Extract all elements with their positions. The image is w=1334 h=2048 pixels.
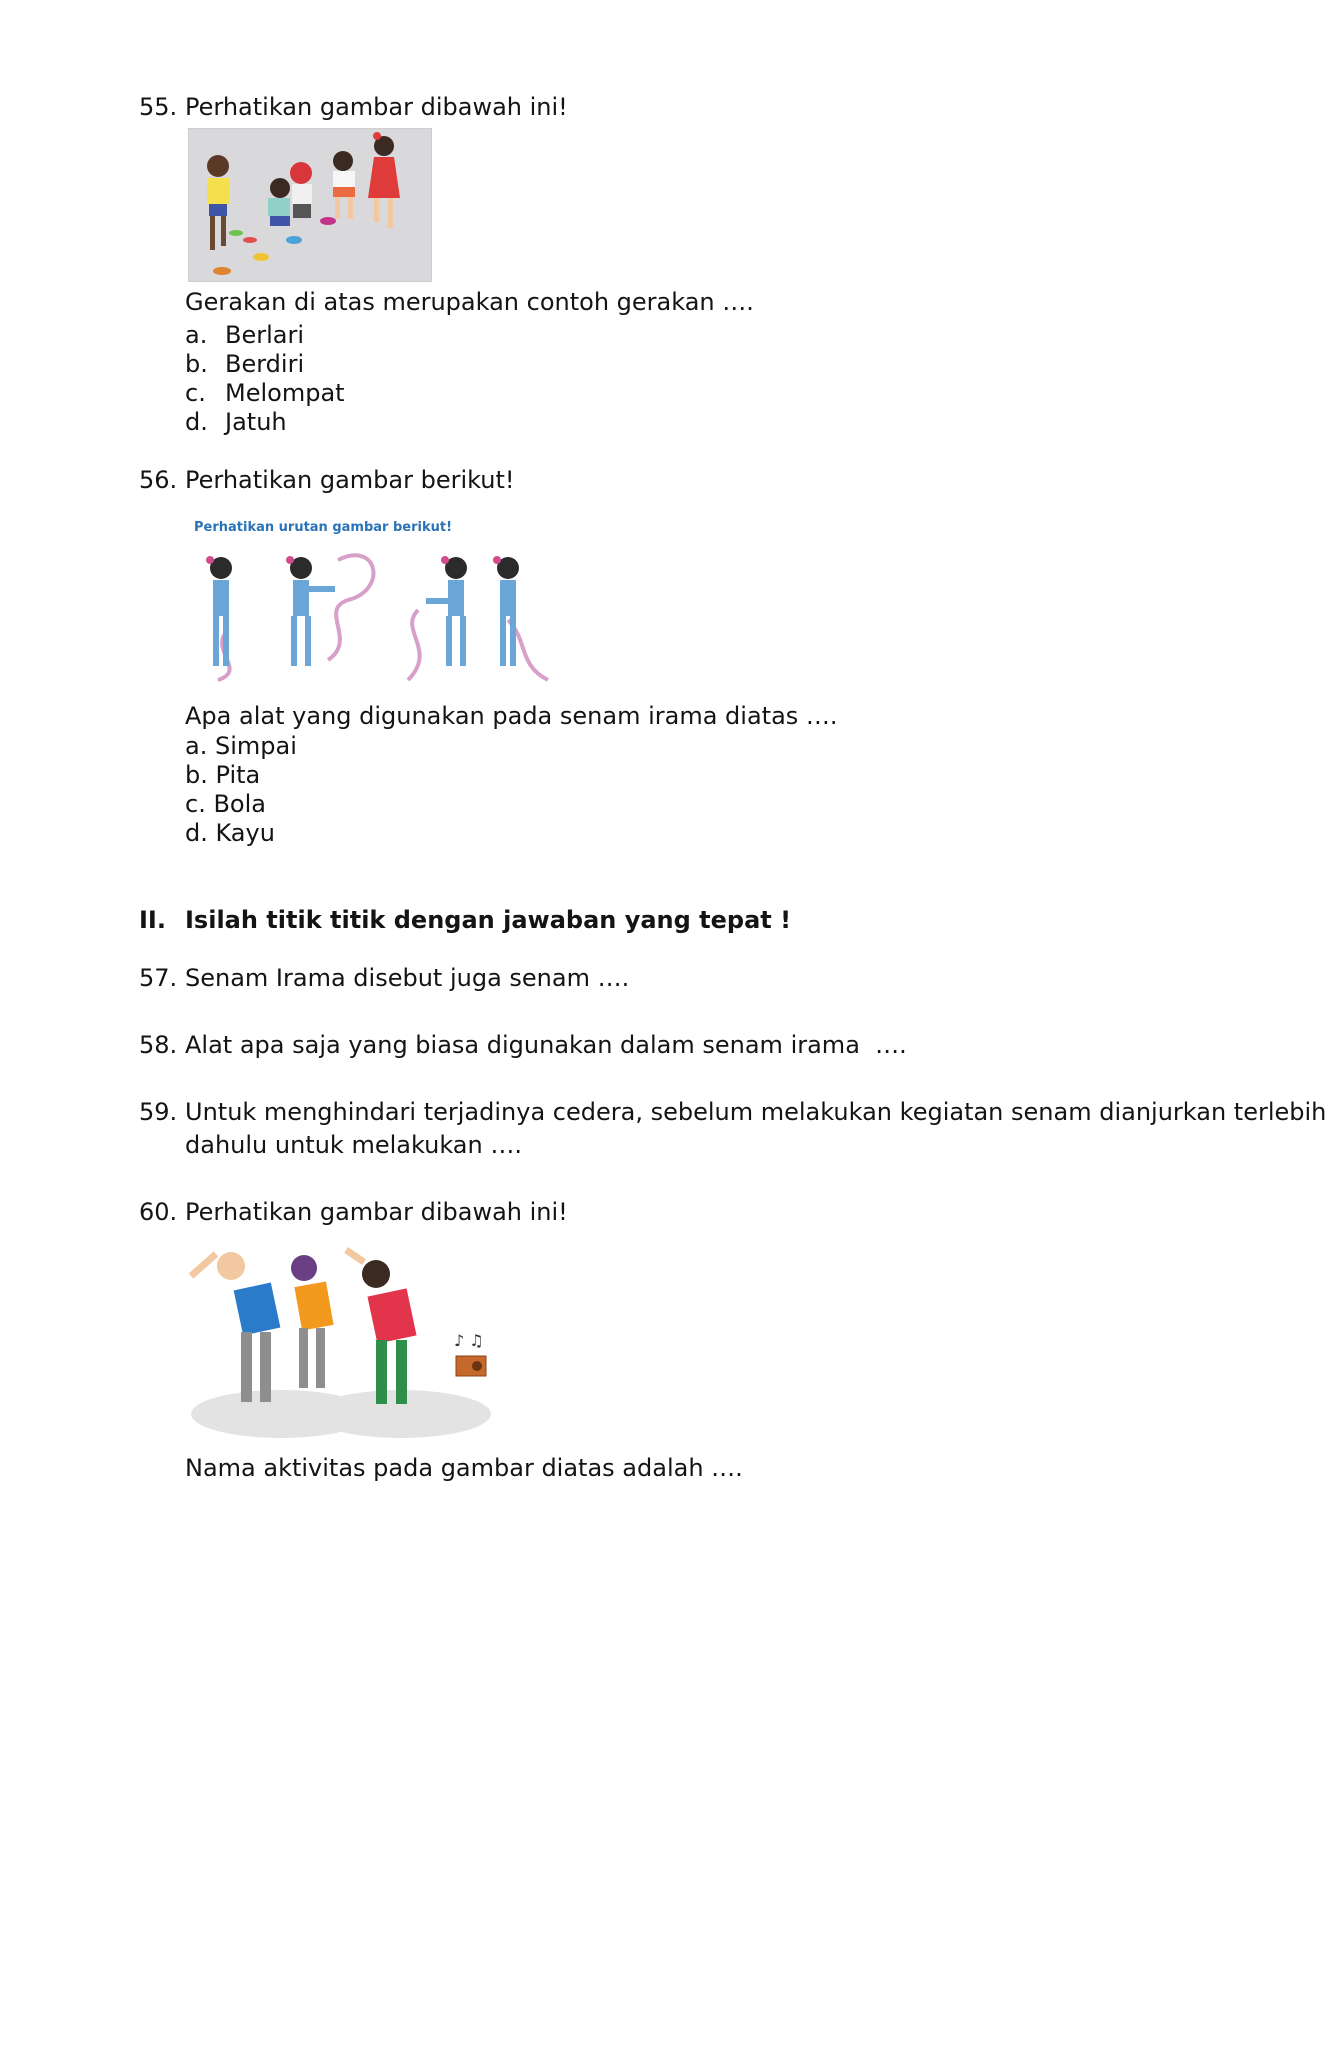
boy-blue-shirt-figure [191, 1252, 280, 1402]
question-60-text: Nama aktivitas pada gambar diatas adalah …. [185, 1454, 743, 1482]
question-59-number: 59. [139, 1098, 178, 1126]
question-57-number: 57. [139, 964, 178, 992]
question-57-text: Senam Irama disebut juga senam …. [185, 964, 630, 992]
stone-1 [213, 267, 231, 275]
children-hopscotch-illustration [188, 128, 432, 282]
girl-pose-3 [426, 556, 467, 666]
question-58-number: 58. [139, 1031, 178, 1059]
question-55-prompt: Perhatikan gambar dibawah ini! [185, 93, 568, 121]
q56-option-a: a. Simpai [185, 732, 297, 760]
stone-3 [286, 236, 302, 244]
radio-icon [454, 1331, 486, 1376]
option-a-text: Berlari [225, 321, 305, 349]
section-2-number: II. [139, 906, 166, 934]
figure-caption: Perhatikan urutan gambar berikut! [194, 520, 453, 535]
crouching-child-figure [268, 178, 290, 226]
stone-6 [243, 237, 257, 243]
option-b-text: Berdiri [225, 350, 305, 378]
stone-5 [229, 230, 243, 236]
question-56-number: 56. [139, 466, 178, 494]
girl-pose-4 [493, 556, 519, 666]
option-d-letter: d. [185, 408, 208, 436]
q56-option-d: d. Kayu [185, 819, 275, 847]
question-60-number: 60. [139, 1198, 178, 1226]
q56-option-b: b. Pita [185, 761, 261, 789]
ribbon-gymnastics-illustration [188, 540, 568, 686]
question-58-text: Alat apa saja yang biasa digunakan dalam senam irama …. [185, 1031, 907, 1059]
q56-option-c: c. Bola [185, 790, 266, 818]
stone-4 [320, 217, 336, 225]
question-59-line-2: dahulu untuk melakukan …. [185, 1131, 522, 1159]
ribbon-2 [328, 555, 373, 660]
option-a-letter: a. [185, 321, 208, 349]
girl-pose-1 [206, 556, 232, 666]
option-c-letter: c. [185, 379, 206, 407]
question-56-prompt: Perhatikan gambar berikut! [185, 466, 515, 494]
question-56-text: Apa alat yang digunakan pada senam irama diatas …. [185, 702, 838, 730]
section-2-title: Isilah titik titik dengan jawaban yang tepat ! [185, 906, 792, 934]
stretching-exercise-illustration [186, 1236, 506, 1442]
girl-pose-2 [286, 556, 335, 666]
svg-text:♪ ♫: ♪ ♫ [454, 1331, 484, 1350]
question-55-text: Gerakan di atas merupakan contoh gerakan …. [185, 288, 754, 316]
question-55-number: 55. [139, 93, 178, 121]
ribbon-3 [408, 610, 420, 680]
question-60-prompt: Perhatikan gambar dibawah ini! [185, 1198, 568, 1226]
option-b-letter: b. [185, 350, 208, 378]
hijab-child-figure [290, 162, 312, 218]
girl-orange-shirt-figure [291, 1255, 334, 1388]
option-c-text: Melompat [225, 379, 345, 407]
option-d-text: Jatuh [225, 408, 287, 436]
girl-red-shirt-figure [346, 1250, 417, 1404]
stone-2 [253, 253, 269, 261]
question-59-line-1: Untuk menghindari terjadinya cedera, sebelum melakukan kegiatan senam dianjurkan terlebih [185, 1098, 1327, 1126]
